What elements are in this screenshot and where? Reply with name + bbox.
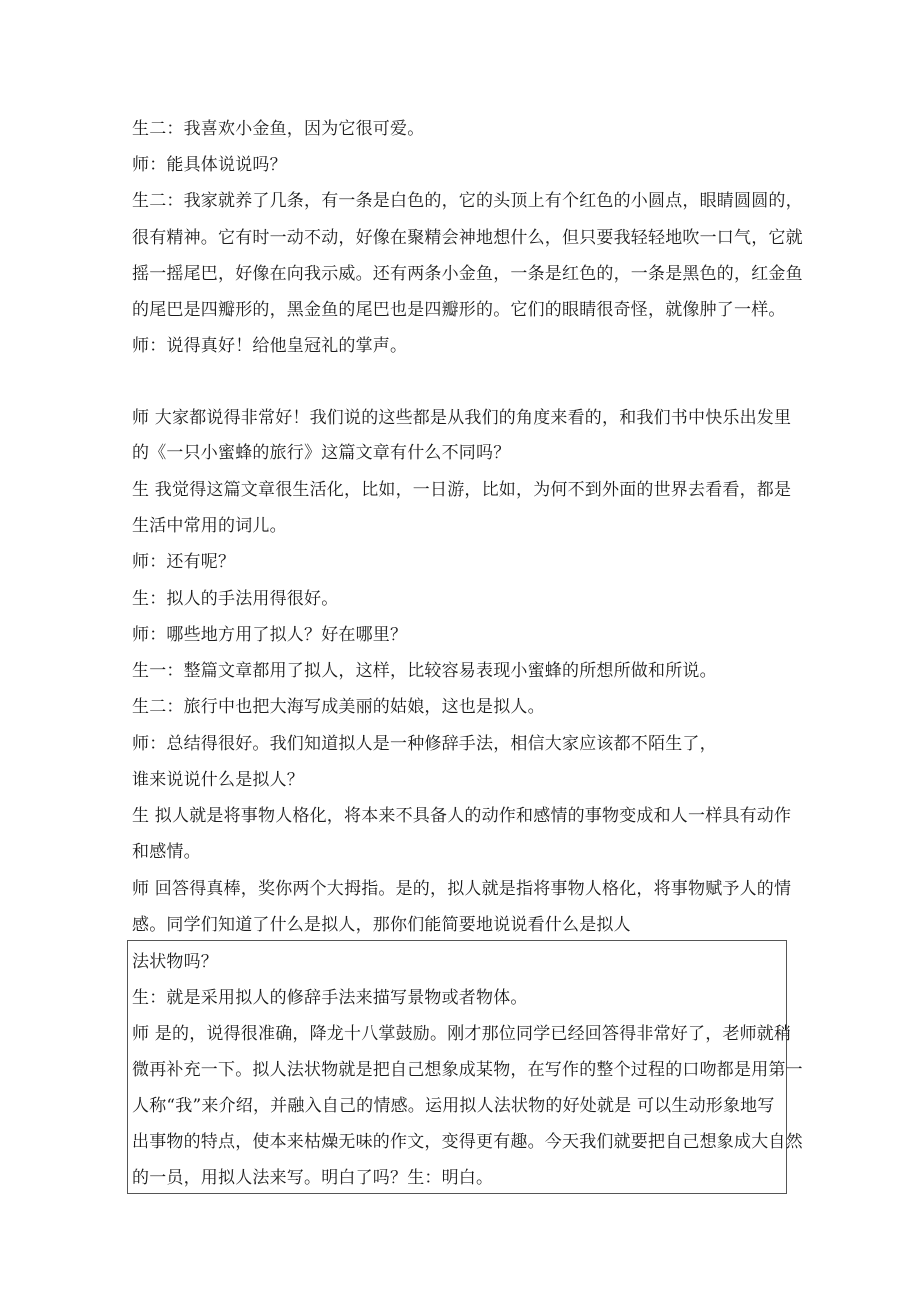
paragraph-line: 很有精神。它有时一动不动，好像在聚精会神地想什么，但只要我轻轻地吹一口气，它就 xyxy=(132,228,803,248)
paragraph-line: 人称“我”来介绍，并融入自己的情感。运用拟人法状物的好处就是 可以生动形象地写 xyxy=(132,1096,775,1116)
paragraph-line: 法状物吗？ xyxy=(132,952,218,972)
paragraph-line: 师 大家都说得非常好！我们说的这些都是从我们的角度来看的，和我们书中快乐出发里 xyxy=(132,408,792,428)
paragraph-line: 师 回答得真棒，奖你两个大拇指。是的，拟人就是指将事物人格化，将事物赋予人的情 xyxy=(132,879,792,899)
paragraph-line: 感。同学们知道了什么是拟人，那你们能简要地说说看什么是拟人 xyxy=(132,915,631,935)
paragraph-line: 生 我觉得这篇文章很生活化，比如，一日游，比如，为何不到外面的世界去看看，都是 xyxy=(132,480,792,500)
paragraph-line: 生一：整篇文章都用了拟人，这样，比较容易表现小蜜蜂的所想所做和所说。 xyxy=(132,661,717,681)
paragraph-line: 出事物的特点，使本来枯燥无味的作文，变得更有趣。今天我们就要把自己想象成大自然 xyxy=(132,1132,803,1152)
paragraph-line: 师：说得真好！给他皇冠礼的掌声。 xyxy=(132,336,408,356)
paragraph-line: 谁来说说什么是拟人？ xyxy=(132,770,304,790)
paragraph-line: 的尾巴是四瓣形的，黑金鱼的尾巴也是四瓣形的。它们的眼睛很奇怪，就像肿了一样。 xyxy=(132,300,786,320)
paragraph-line: 和感情。 xyxy=(132,842,201,862)
paragraph-line: 生二：我喜欢小金鱼，因为它很可爱。 xyxy=(132,119,425,139)
paragraph-line: 生活中常用的词儿。 xyxy=(132,516,287,536)
paragraph-line: 师：还有呢？ xyxy=(132,552,236,572)
paragraph-line: 的《一只小蜜蜂的旅行》这篇文章有什么不同吗？ xyxy=(132,443,511,463)
paragraph-line: 生 拟人就是将事物人格化，将本来不具备人的动作和感情的事物变成和人一样具有动作 xyxy=(132,806,792,826)
paragraph-line: 生二：旅行中也把大海写成美丽的姑娘，这也是拟人。 xyxy=(132,697,545,717)
paragraph-line: 师：能具体说说吗？ xyxy=(132,155,287,175)
paragraph-line: 微再补充一下。拟人法状物就是把自己想象成某物，在写作的整个过程的口吻都是用第一 xyxy=(132,1060,803,1080)
paragraph-line: 生：拟人的手法用得很好。 xyxy=(132,589,339,609)
paragraph-line: 师 是的，说得很准确，降龙十八掌鼓励。刚才那位同学已经回答得非常好了，老师就稍 xyxy=(132,1024,792,1044)
paragraph-line: 的一员，用拟人法来写。明白了吗？生：明白。 xyxy=(132,1168,494,1188)
paragraph-line: 生二：我家就养了几条，有一条是白色的，它的头顶上有个红色的小圆点，眼睛圆圆的， xyxy=(132,191,803,211)
paragraph-line: 生：就是采用拟人的修辞手法来描写景物或者物体。 xyxy=(132,988,528,1008)
paragraph-line: 师：总结得很好。我们知道拟人是一种修辞手法，相信大家应该都不陌生了， xyxy=(132,734,717,754)
paragraph-line: 师：哪些地方用了拟人？好在哪里？ xyxy=(132,625,408,645)
paragraph-line: 摇一摇尾巴，好像在向我示威。还有两条小金鱼，一条是红色的，一条是黑色的，红金鱼 xyxy=(132,264,803,284)
